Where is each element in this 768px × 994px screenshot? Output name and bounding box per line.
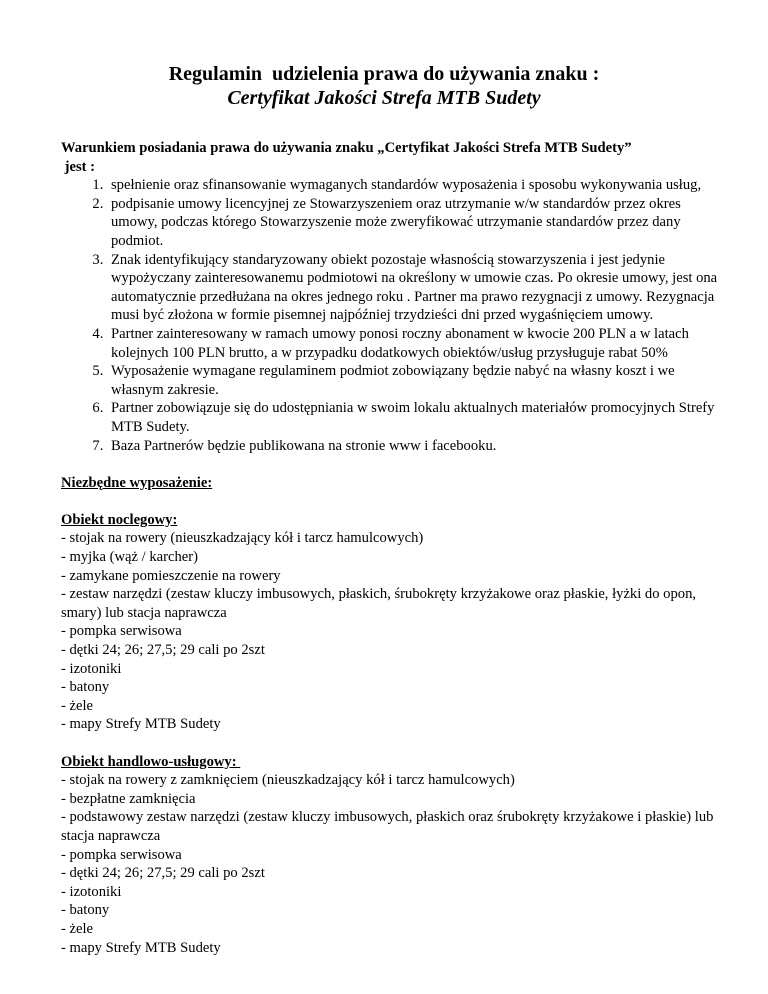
commercial-line: - stojak na rowery z zamknięciem (nieuszkadzający kół i tarcz hamulcowych) [61, 772, 515, 789]
condition-item: 7. Baza Partnerów będzie publikowana na stronie www i facebooku. [107, 437, 721, 456]
condition-item: 6. Partner zobowiązuje się do udostępniania w swoim lokalu aktualnych materiałów promocyjnych Strefy MTB Sudety. [107, 399, 721, 436]
commercial-line: - pompka serwisowa [61, 846, 182, 863]
commercial-line: - mapy Strefy MTB Sudety [61, 939, 221, 956]
document-title: Regulamin udzielenia prawa do używania znaku : [168, 63, 600, 85]
condition-item: 3. Znak identyfikujący standaryzowany obiekt pozostaje własnością stowarzyszenia i jest jedynie wypożyczany zainteresowanemu podmiotowi na określony w umowie czas. Po okresie umowy, jest ona automatycznie przedłużana na okres jednego roku . Partner ma prawo rezygnacji z umowy. Rezygnacja musi być złożona w formie pisemnej najpóźniej trzydzieści dni przed wygaśnięciem umowy. [107, 251, 721, 325]
conditions-intro-2: jest : [61, 158, 96, 175]
accommodation-line: - izotoniki [61, 660, 122, 677]
condition-item: 4. Partner zainteresowany w ramach umowy ponosi roczny abonament w kwocie 200 PLN a w latach kolejnych 100 PLN brutto, a w przypadku dodatkowych obiektów/usług przysługuje rabat 50% [107, 325, 721, 362]
accommodation-line: - zamykane pomieszczenie na rowery [61, 567, 281, 584]
condition-item: 2. podpisanie umowy licencyjnej ze Stowarzyszeniem oraz utrzymanie w/w standardów przez okres umowy, podczas którego Stowarzyszenie może zweryfikować utrzymanie standardów przez dany podmiot. [107, 195, 721, 251]
commercial-heading: Obiekt handlowo-usługowy: [61, 753, 241, 770]
commercial-line: - podstawowy zestaw narzędzi (zestaw kluczy imbusowych, płaskich oraz śrubokręty krzyżakowe i płaskie) lub stacja naprawcza [61, 809, 714, 844]
commercial-line: - izotoniki [61, 883, 122, 900]
accommodation-line: - dętki 24; 26; 27,5; 29 cali po 2szt [61, 642, 265, 659]
spacer [61, 734, 721, 753]
condition-item: 1. spełnienie oraz sfinansowanie wymaganych standardów wyposażenia i sposobu wykonywania usług, [107, 176, 721, 195]
accommodation-line: - zestaw narzędzi (zestaw kluczy imbusowych, płaskich, śrubokręty krzyżakowe oraz płaskie, łyżki do opon, smary) lub stacja naprawcza [61, 586, 697, 621]
commercial-line: - dętki 24; 26; 27,5; 29 cali po 2szt [61, 865, 265, 882]
condition-item: 5. Wyposażenie wymagane regulaminem podmiot zobowiązany będzie nabyć na własny koszt i we własnym zakresie. [107, 362, 721, 399]
commercial-line: - bezpłatne zamknięcia [61, 790, 196, 807]
commercial-line: - żele [61, 920, 93, 937]
accommodation-line: - żele [61, 697, 93, 714]
commercial-line: - batony [61, 902, 110, 919]
document-body [61, 139, 721, 957]
accommodation-heading: Obiekt noclegowy: [61, 511, 178, 528]
conditions-intro: Warunkiem posiadania prawa do używania znaku „Certyfikat Jakości Strefa MTB Sudety” [61, 140, 632, 156]
conditions-list [61, 176, 721, 455]
accommodation-line: - myjka (wąż / karcher) [61, 549, 198, 566]
accommodation-line: - batony [61, 679, 110, 696]
accommodation-line: - pompka serwisowa [61, 623, 182, 640]
equipment-heading: Niezbędne wyposażenie: [61, 474, 213, 491]
document-subtitle: Certyfikat Jakości Strefa MTB Sudety [227, 87, 541, 109]
accommodation-line: - stojak na rowery (nieuszkadzający kół i tarcz hamulcowych) [61, 530, 424, 547]
spacer [61, 492, 721, 511]
spacer [61, 455, 721, 474]
accommodation-line: - mapy Strefy MTB Sudety [61, 716, 221, 733]
title-block [0, 62, 768, 110]
